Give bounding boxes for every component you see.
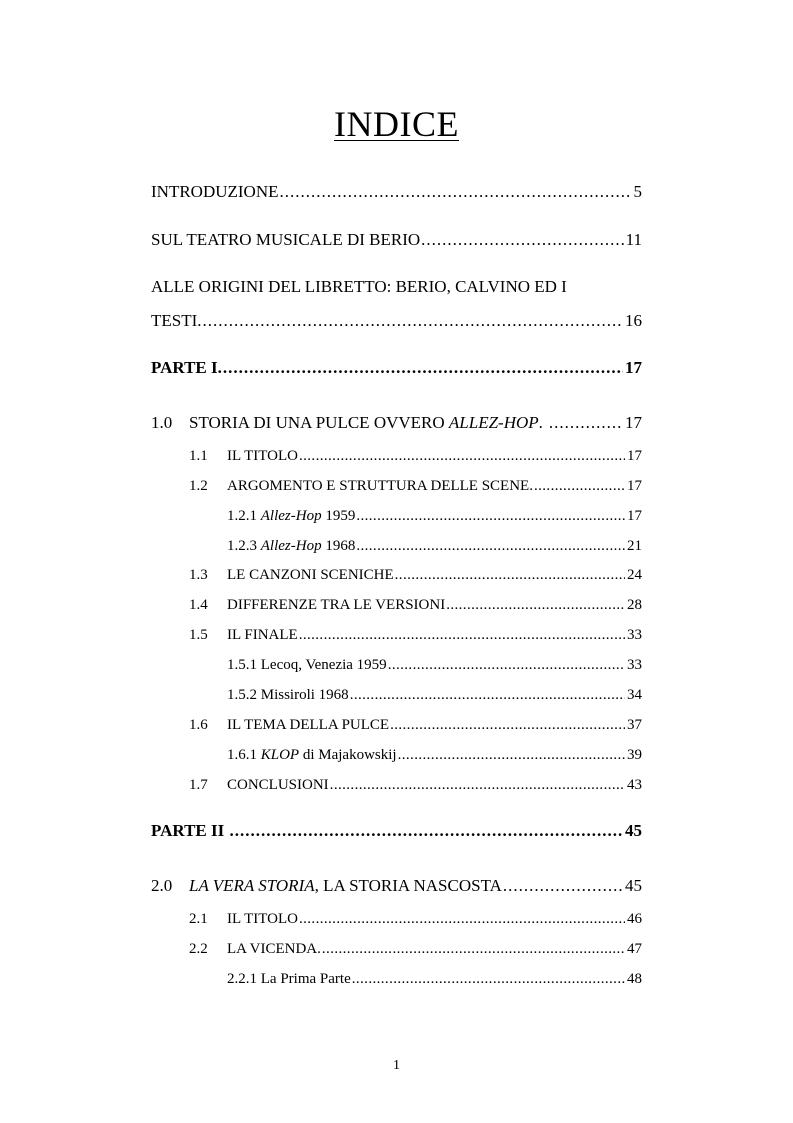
- dot-leader: [503, 875, 623, 897]
- toc-entry-title: LA VICENDA.: [227, 941, 321, 957]
- toc-entry-1-2-3[interactable]: [227, 535, 642, 557]
- toc-entry-title: DIFFERENZE TRA LE VERSIONI: [227, 597, 446, 613]
- toc-entry-alle-origini-line1[interactable]: ALLE ORIGINI DEL LIBRETTO: BERIO, CALVINO ED I: [151, 277, 567, 296]
- toc-entry-2-2-1[interactable]: [227, 968, 642, 990]
- toc-entry-title: TESTI.: [151, 311, 202, 330]
- toc-entry-1-5[interactable]: [189, 624, 642, 646]
- toc-entry-title: 1.5.1 Lecoq, Venezia 1959: [227, 657, 387, 673]
- dot-leader: [330, 774, 625, 796]
- toc-entry-title: ARGOMENTO E STRUTTURA DELLE SCENE.: [227, 478, 533, 494]
- toc-entry-1-7[interactable]: [189, 774, 642, 796]
- dot-leader: [230, 820, 624, 842]
- dot-leader: [299, 908, 625, 930]
- dot-leader: [534, 475, 625, 497]
- toc-entry-2-2[interactable]: [189, 938, 642, 960]
- toc-entry-title: 1.5.2 Missiroli 1968: [227, 687, 349, 703]
- toc-entry-title: PARTE I.: [151, 358, 222, 377]
- dot-leader: [322, 938, 625, 960]
- dot-leader: [446, 594, 625, 616]
- dot-leader: [390, 714, 625, 736]
- toc-entry-1-5-1[interactable]: [227, 654, 642, 676]
- toc-entry-page: 17: [627, 508, 642, 524]
- toc-entry-number: 1.1: [189, 448, 208, 464]
- toc-entry-alle-origini[interactable]: [151, 310, 642, 332]
- toc-entry-page: 33: [627, 627, 642, 643]
- toc-entry-title: 1.6.1 KLOP di Majakowskij: [227, 747, 397, 763]
- toc-entry-2-1[interactable]: [189, 908, 642, 930]
- toc-entry-page: 11: [625, 230, 642, 249]
- toc-entry-1-1[interactable]: [189, 445, 642, 467]
- toc-entry-page: 24: [627, 567, 642, 583]
- toc-entry-number: 1.3: [189, 567, 208, 583]
- toc-entry-title: 1.2.1 Allez-Hop 1959: [227, 508, 356, 524]
- toc-entry-number: 1.6: [189, 717, 208, 733]
- toc-entry-1-6-1[interactable]: [227, 744, 642, 766]
- toc-entry-page: 46: [627, 911, 642, 927]
- toc-entry-1-6[interactable]: [189, 714, 642, 736]
- toc-entry-title: CONCLUSIONI: [227, 777, 329, 793]
- toc-entry-page: 45: [625, 821, 642, 840]
- toc-entry-page: 37: [627, 717, 642, 733]
- toc-entry-title: LE CANZONI SCENICHE: [227, 567, 394, 583]
- dot-leader: [350, 684, 625, 706]
- toc-entry-page: 17: [627, 478, 642, 494]
- dot-leader: [352, 968, 625, 990]
- toc-entry-title: 2.2.1 La Prima Parte: [227, 971, 351, 987]
- dot-leader: [388, 654, 625, 676]
- toc-entry-title: LA VERA STORIA, LA STORIA NASCOSTA: [189, 876, 502, 895]
- toc-entry-title: 1.2.3 Allez-Hop 1968: [227, 538, 356, 554]
- toc-entry-number: 1.7: [189, 777, 208, 793]
- toc-entry-parte-1[interactable]: [151, 357, 642, 379]
- dot-leader: [398, 744, 625, 766]
- page-title: INDICE: [334, 104, 459, 144]
- toc-entry-page: 34: [627, 687, 642, 703]
- toc-entry-number: 2.1: [189, 911, 208, 927]
- dot-leader: [299, 445, 625, 467]
- toc-entry-1-0[interactable]: [151, 412, 642, 434]
- toc-entry-title: STORIA DI UNA PULCE OVVERO ALLEZ-HOP.: [189, 413, 543, 432]
- dot-leader: [395, 564, 625, 586]
- toc-entry-title: SUL TEATRO MUSICALE DI BERIO: [151, 230, 421, 249]
- toc-entry-1-2[interactable]: [189, 475, 642, 497]
- toc-entry-introduzione[interactable]: [151, 181, 642, 203]
- dot-leader: [549, 412, 623, 434]
- toc-entry-page: 16: [625, 311, 642, 330]
- toc-entry-number: 1.0: [151, 413, 173, 432]
- toc-entry-2-0[interactable]: [151, 875, 642, 897]
- dot-leader: [299, 624, 625, 646]
- dot-leader: [356, 535, 625, 557]
- dot-leader: [223, 357, 623, 379]
- toc-entry-1-5-2[interactable]: [227, 684, 642, 706]
- toc-entry-1-2-1[interactable]: [227, 505, 642, 527]
- toc-entry-parte-2[interactable]: [151, 820, 642, 842]
- toc-entry-page: 28: [627, 597, 642, 613]
- toc-entry-number: 1.4: [189, 597, 208, 613]
- toc-entry-title: INTRODUZIONE: [151, 182, 279, 201]
- toc-entry-title: IL FINALE: [227, 627, 298, 643]
- toc-entry-number: 1.5: [189, 627, 208, 643]
- toc-entry-page: 47: [627, 941, 642, 957]
- toc-entry-title: IL TITOLO: [227, 448, 298, 464]
- toc-entry-page: 17: [625, 413, 642, 432]
- dot-leader: [421, 229, 623, 251]
- toc-entry-page: 21: [627, 538, 642, 554]
- toc-entry-title: PARTE II: [151, 821, 229, 840]
- toc-entry-title: IL TITOLO: [227, 911, 298, 927]
- toc-entry-page: 39: [627, 747, 642, 763]
- toc-entry-page: 5: [633, 182, 642, 201]
- toc-entry-title: IL TEMA DELLA PULCE: [227, 717, 390, 733]
- toc-entry-number: 2.0: [151, 876, 173, 895]
- dot-leader: [356, 505, 625, 527]
- toc-entry-page: 17: [625, 358, 642, 377]
- page-number: 1: [393, 1058, 400, 1073]
- dot-leader: [203, 310, 623, 332]
- toc-entry-page: 45: [625, 876, 642, 895]
- toc-entry-number: 1.2: [189, 478, 208, 494]
- toc-entry-page: 17: [627, 448, 642, 464]
- toc-entry-number: 2.2: [189, 941, 208, 957]
- toc-entry-1-4[interactable]: [189, 594, 642, 616]
- toc-entry-page: 43: [627, 777, 642, 793]
- toc-entry-sul-teatro[interactable]: [151, 229, 642, 251]
- toc-entry-1-3[interactable]: [189, 564, 642, 586]
- toc-entry-page: 48: [627, 971, 642, 987]
- toc-entry-page: 33: [627, 657, 642, 673]
- dot-leader: [279, 181, 631, 203]
